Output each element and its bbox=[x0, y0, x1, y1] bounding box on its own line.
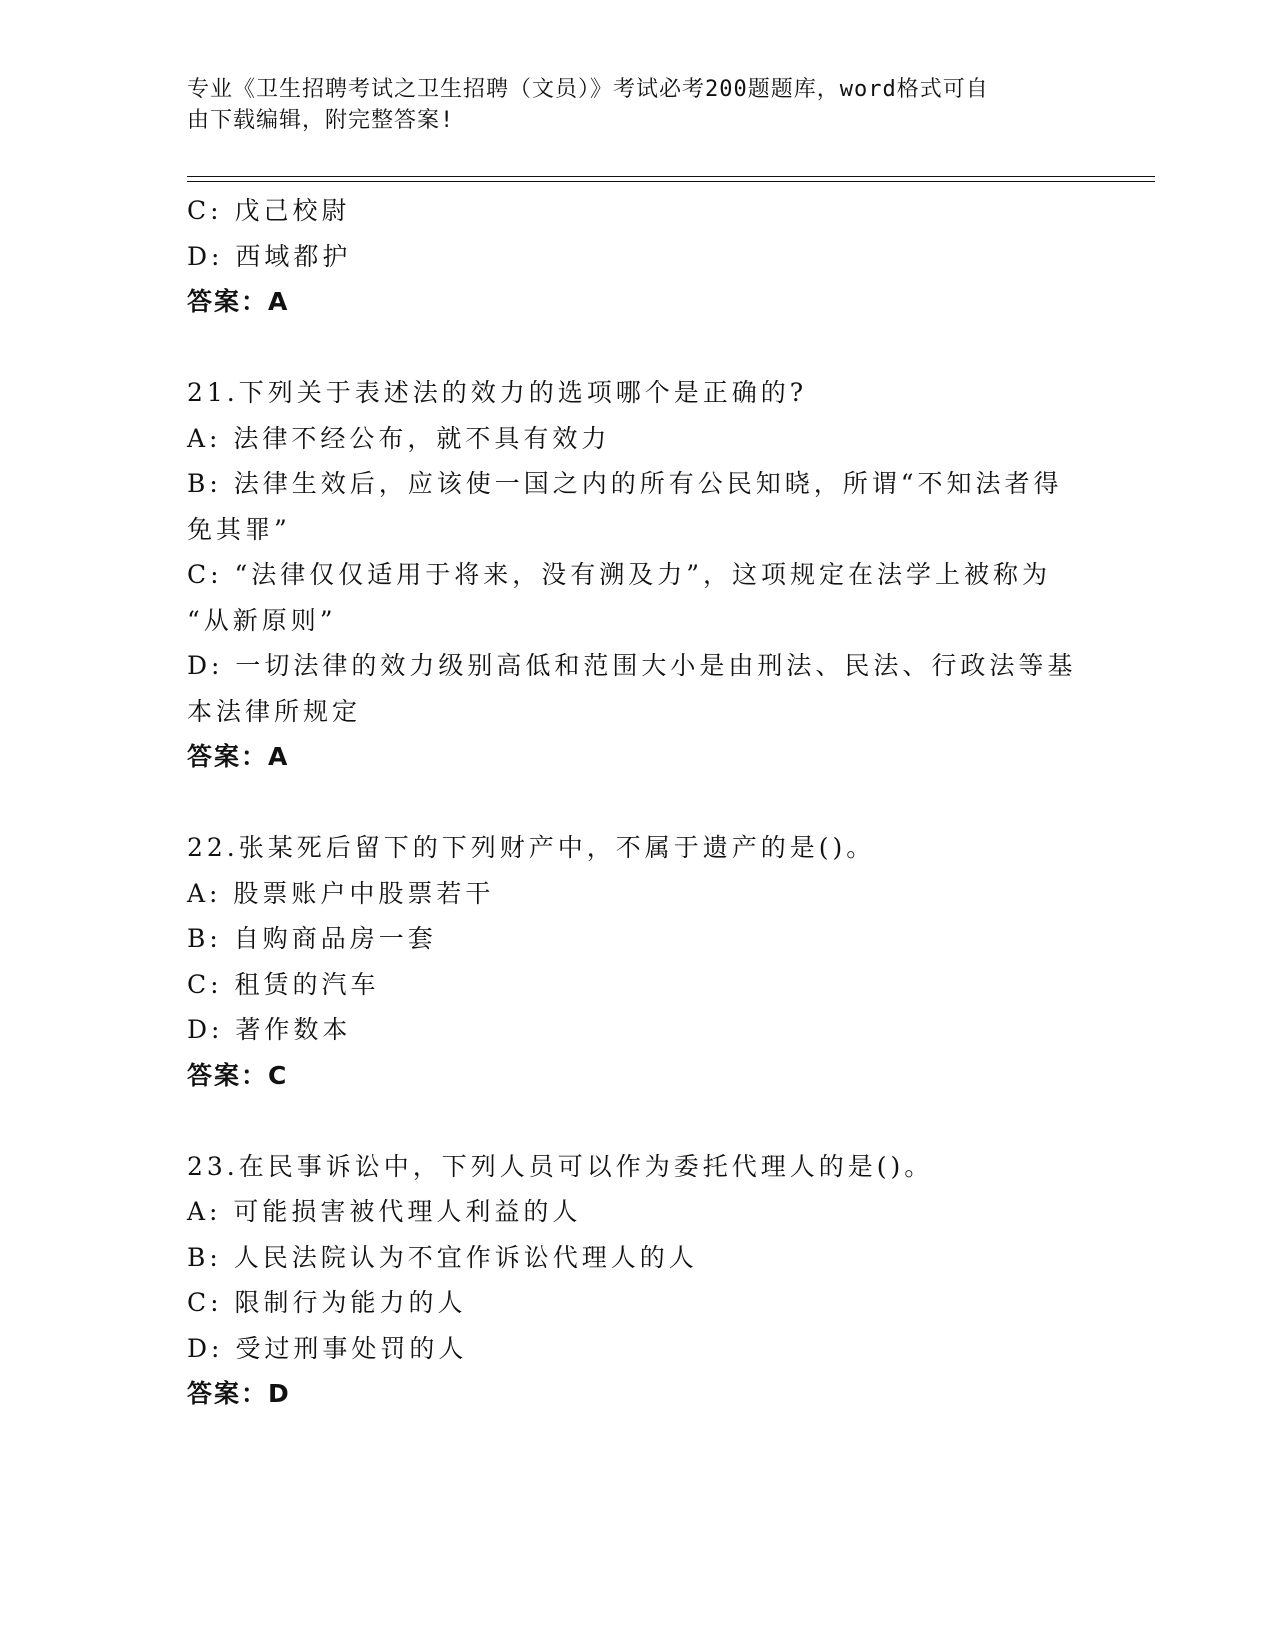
question-block-20-tail bbox=[187, 188, 1087, 325]
header-line-2: 由下载编辑，附完整答案! bbox=[187, 108, 455, 133]
header-divider-top bbox=[187, 176, 1155, 177]
document-header bbox=[187, 74, 1087, 136]
option-d-line-1: D: 一切法律的效力级别高低和范围大小是由刑法、民法、行政法等基 bbox=[187, 651, 1077, 680]
option-d-line-2: 本法律所规定 bbox=[187, 696, 362, 726]
question-stem: 22.张某死后留下的下列财产中，不属于遗产的是()。 bbox=[187, 833, 876, 862]
header-divider-bottom bbox=[187, 181, 1155, 182]
question-block-22 bbox=[187, 825, 1087, 1098]
option-b-line-1: B: 法律生效后，应该使一国之内的所有公民知晓，所谓“不知法者得 bbox=[187, 469, 1063, 498]
option-c: C: 租赁的汽车 bbox=[187, 969, 380, 999]
option-a: A: 股票账户中股票若干 bbox=[187, 878, 495, 908]
option-c-line-2: “从新原则” bbox=[187, 605, 337, 635]
option-d: D: 著作数本 bbox=[187, 1015, 352, 1044]
option-b-line-2: 免其罪” bbox=[187, 514, 291, 544]
answer-line: 答案：D bbox=[187, 1379, 291, 1408]
option-c: C: 戊己校尉 bbox=[187, 196, 351, 225]
spacer bbox=[187, 1098, 1087, 1144]
answer-line: 答案：A bbox=[187, 287, 290, 316]
option-c: C: 限制行为能力的人 bbox=[187, 1288, 467, 1317]
question-list bbox=[187, 188, 1087, 1417]
question-block-23 bbox=[187, 1144, 1087, 1417]
question-stem: 21.下列关于表述法的效力的选项哪个是正确的? bbox=[187, 378, 808, 407]
question-stem: 23.在民事诉讼中，下列人员可以作为委托代理人的是()。 bbox=[187, 1151, 934, 1181]
spacer bbox=[187, 780, 1087, 826]
option-d: D: 受过刑事处罚的人 bbox=[187, 1333, 468, 1363]
spacer bbox=[187, 325, 1087, 371]
option-d: D: 西域都护 bbox=[187, 241, 352, 271]
option-a: A: 可能损害被代理人利益的人 bbox=[187, 1197, 582, 1226]
answer-line: 答案：A bbox=[187, 742, 290, 771]
option-b: B: 自购商品房一套 bbox=[187, 924, 437, 953]
option-c-line-1: C: “法律仅仅适用于将来，没有溯及力”，这项规定在法学上被称为 bbox=[187, 560, 1052, 589]
option-b: B: 人民法院认为不宜作诉讼代理人的人 bbox=[187, 1242, 698, 1272]
answer-line: 答案：C bbox=[187, 1060, 289, 1090]
header-line-1: 专业《卫生招聘考试之卫生招聘（文员）》考试必考200题题库，word格式可自 bbox=[187, 77, 989, 102]
option-a: A: 法律不经公布，就不具有效力 bbox=[187, 423, 611, 453]
question-block-21 bbox=[187, 370, 1087, 780]
